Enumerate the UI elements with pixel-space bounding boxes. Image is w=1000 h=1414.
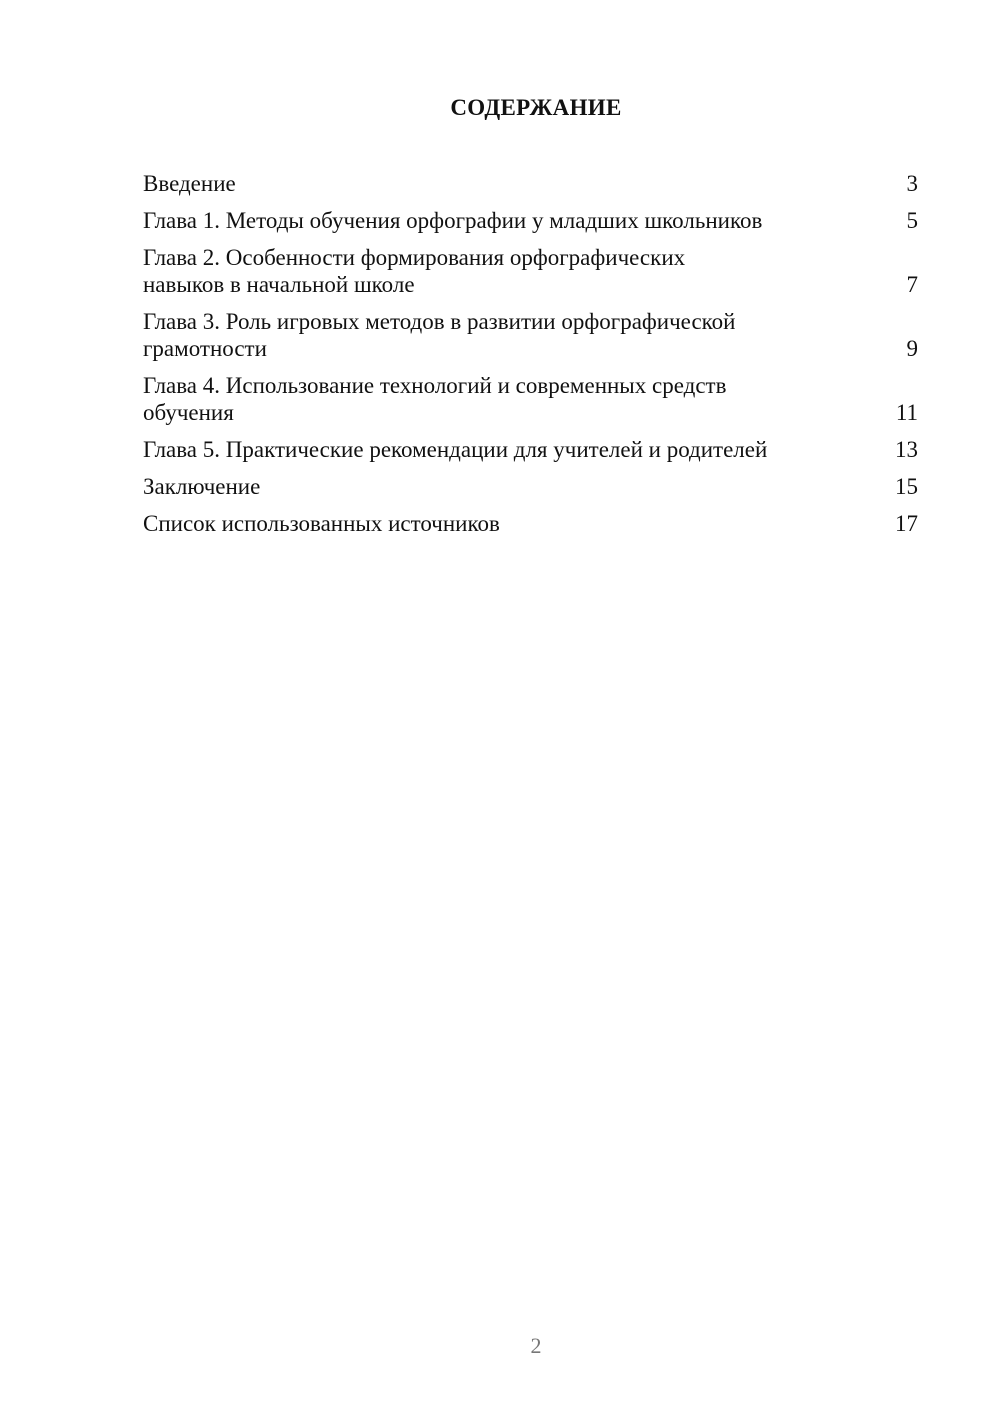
- toc-entry-page: 9: [906, 336, 918, 361]
- toc-entry-label: Глава 4. Использование технологий и современных средств обучения: [143, 373, 727, 425]
- toc-entry-label: Введение: [143, 171, 236, 196]
- table-of-contents: [143, 170, 918, 547]
- page-number: 2: [530, 1333, 542, 1358]
- toc-entry-page: 17: [895, 511, 918, 536]
- toc-entry-label: Глава 5. Практические рекомендации для учителей и родителей: [143, 437, 768, 462]
- toc-entry-introduction: [143, 170, 918, 197]
- toc-entry-page: 13: [895, 437, 918, 462]
- toc-entry-page: 15: [895, 474, 918, 499]
- toc-entry-references: [143, 510, 918, 537]
- toc-entry-chapter-4: [143, 372, 918, 426]
- toc-entry-chapter-3: [143, 308, 918, 362]
- toc-entry-conclusion: [143, 473, 918, 500]
- toc-entry-label: Глава 1. Методы обучения орфографии у младших школьников: [143, 208, 763, 233]
- toc-entry-label: Глава 3. Роль игровых методов в развитии орфографической грамотности: [143, 309, 736, 361]
- toc-entry-chapter-1: [143, 207, 918, 234]
- toc-entry-label: Список использованных источников: [143, 511, 500, 536]
- toc-entry-chapter-2: [143, 244, 918, 298]
- toc-entry-page: 7: [906, 272, 918, 297]
- toc-entry-page: 5: [906, 208, 918, 233]
- toc-entry-label: Глава 2. Особенности формирования орфографических навыков в начальной школе: [143, 245, 686, 297]
- toc-entry-page: 3: [906, 171, 918, 196]
- toc-entry-label: Заключение: [143, 474, 261, 499]
- toc-entry-chapter-5: [143, 436, 918, 463]
- page-title: СОДЕРЖАНИЕ: [450, 95, 622, 120]
- toc-entry-page: 11: [895, 400, 918, 425]
